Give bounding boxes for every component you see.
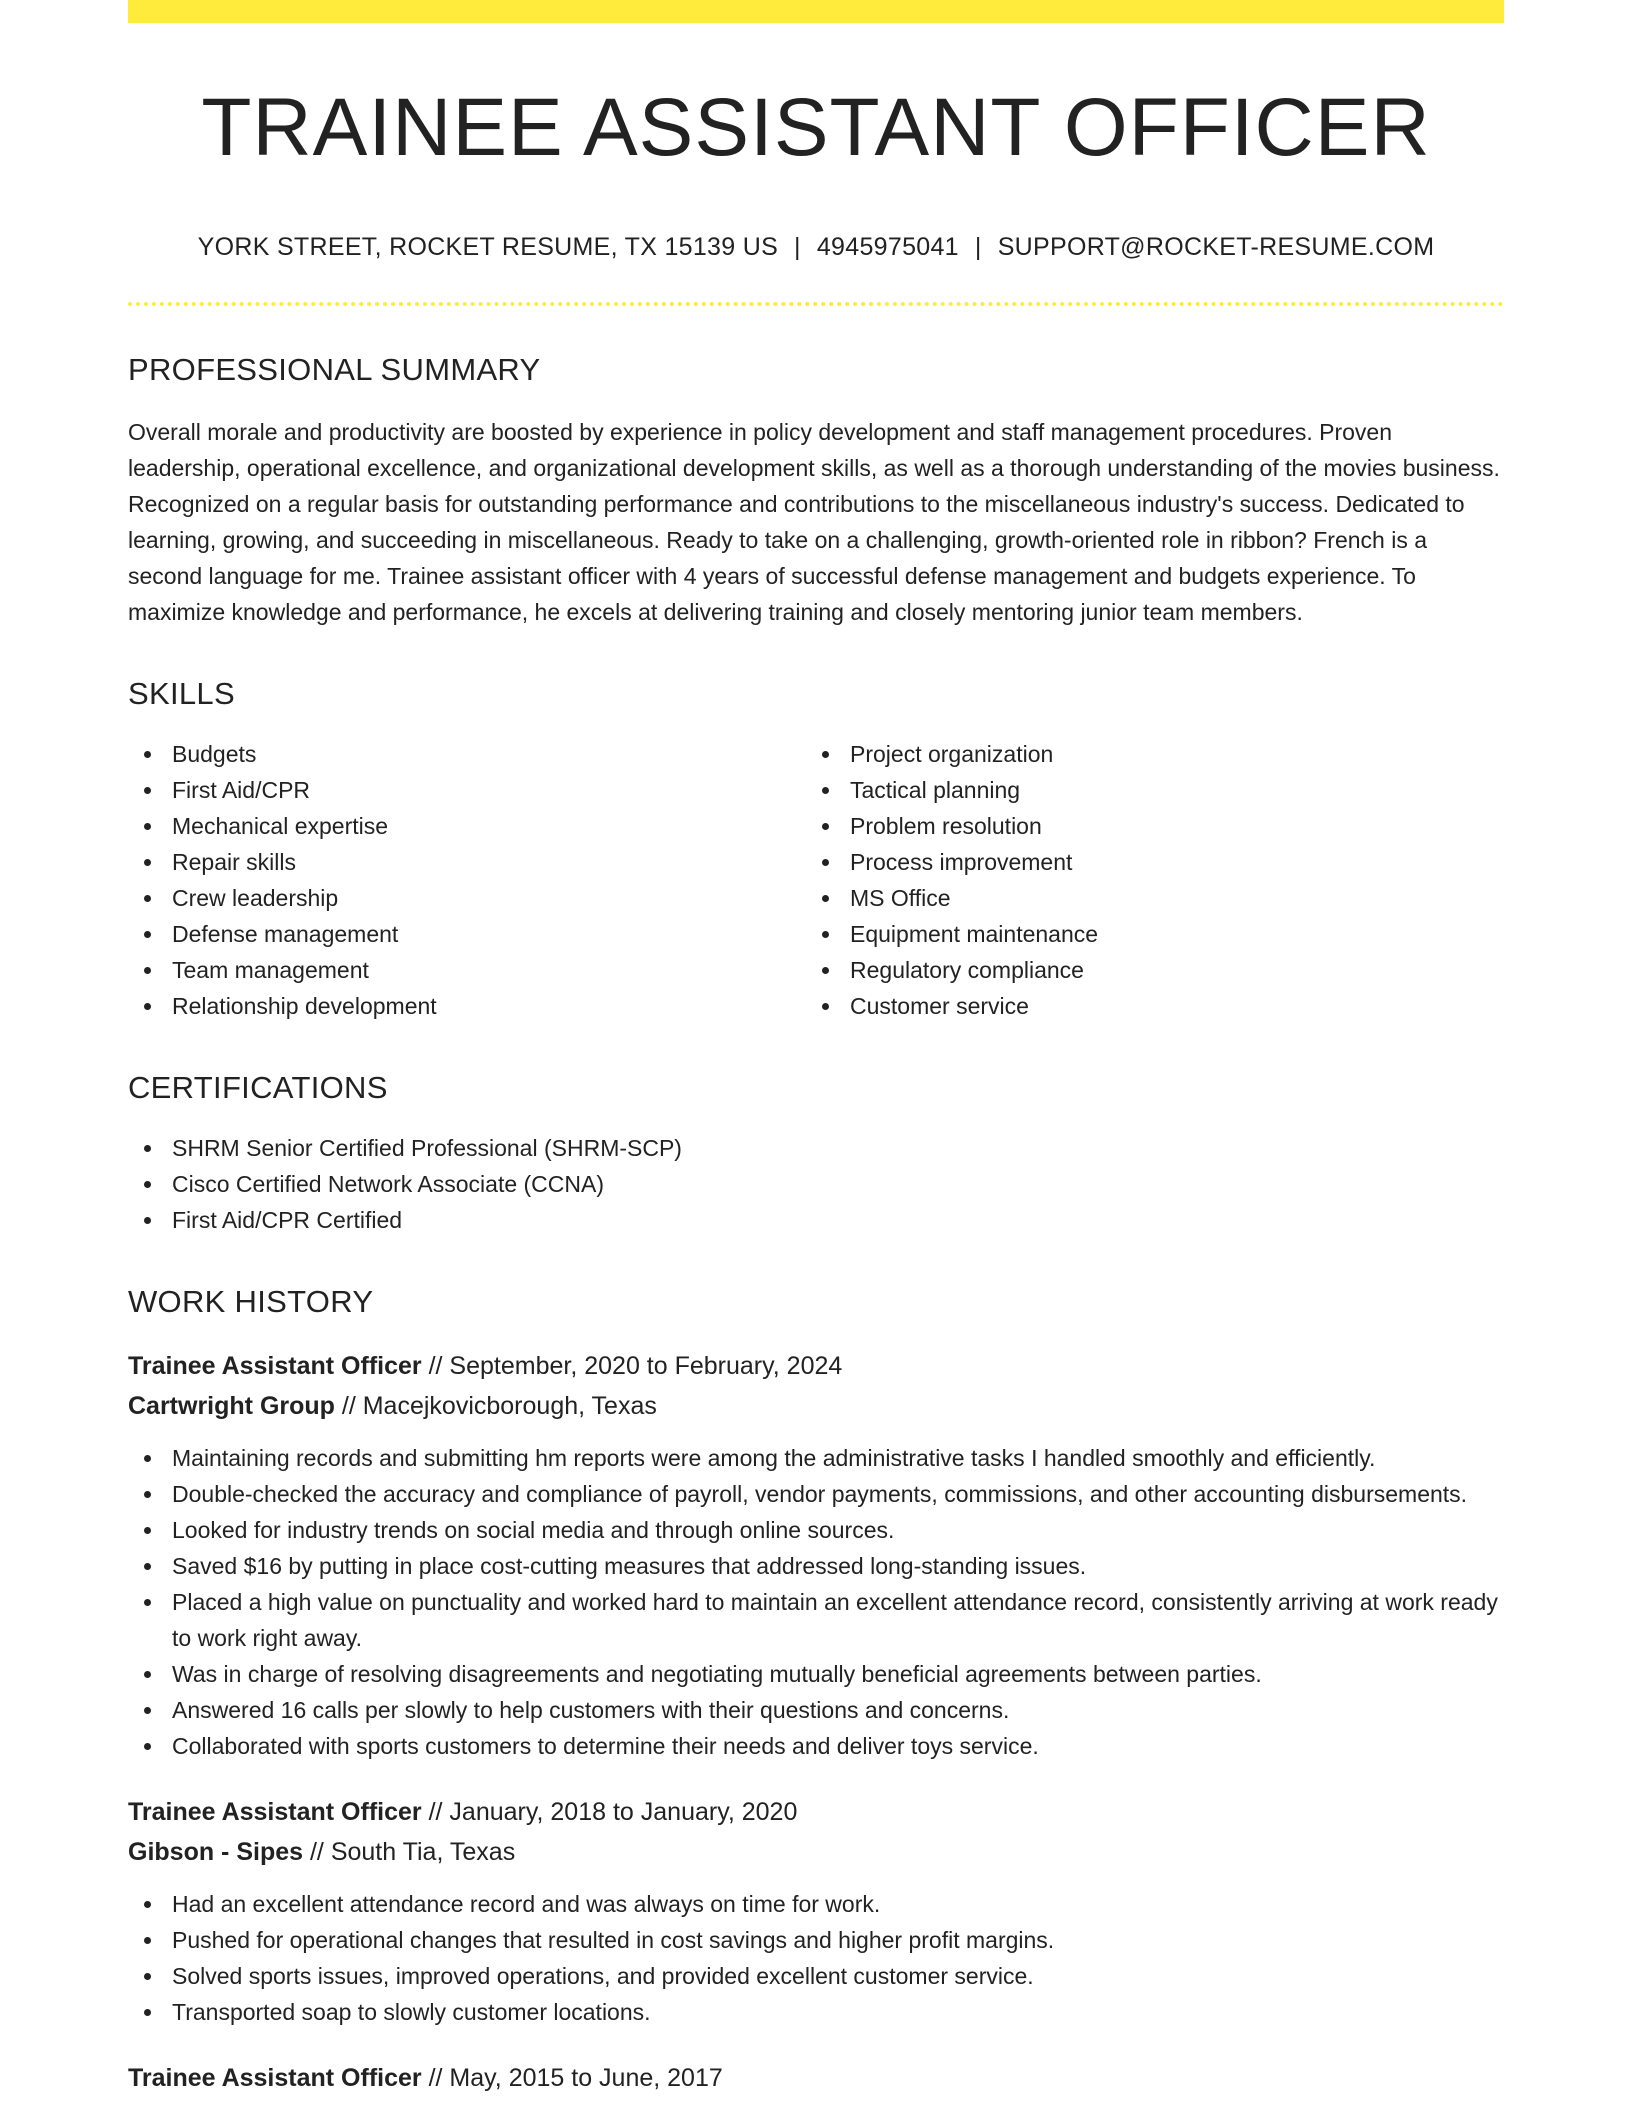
job-company: Cartwright Group <box>128 1392 335 1421</box>
job-entry <box>128 1792 1504 2030</box>
skill-item: Crew leadership <box>128 880 806 916</box>
certification-item: SHRM Senior Certified Professional (SHRM-SCP) <box>128 1130 1504 1166</box>
skill-item: Process improvement <box>806 844 1484 880</box>
certifications-title: CERTIFICATIONS <box>128 1070 388 1106</box>
contact-address: YORK STREET, ROCKET RESUME, TX 15139 US <box>197 233 779 262</box>
certification-item: First Aid/CPR Certified <box>128 1202 1504 1238</box>
job-company-line <box>128 1832 1504 1872</box>
job-bullet: Answered 16 calls per slowly to help customers with their questions and concerns. <box>128 1692 1504 1728</box>
job-bullet: Transported soap to slowly customer locations. <box>128 1994 1504 2030</box>
skill-item: Project organization <box>806 736 1484 772</box>
job-bullet: Was in charge of resolving disagreements and negotiating mutually beneficial agreements between parties. <box>128 1656 1504 1692</box>
skill-item: Customer service <box>806 988 1484 1024</box>
job-title-line <box>128 1346 1504 1386</box>
skills-list-left <box>128 736 806 1024</box>
skill-item: Mechanical expertise <box>128 808 806 844</box>
job-title: Trainee Assistant Officer <box>128 2064 422 2093</box>
job-bullet: Had an excellent attendance record and was always on time for work. <box>128 1886 1504 1922</box>
header-divider <box>128 302 1504 306</box>
contact-separator: | <box>974 233 982 262</box>
job-bullet: Double-checked the accuracy and compliance of payroll, vendor payments, commissions, and other accounting disbursements. <box>128 1476 1504 1512</box>
skills-list-right <box>806 736 1484 1024</box>
job-bullet: Solved sports issues, improved operations, and provided excellent customer service. <box>128 1958 1504 1994</box>
certifications-list <box>128 1130 1504 1238</box>
skill-item: First Aid/CPR <box>128 772 806 808</box>
job-bullets <box>128 1440 1504 1764</box>
skill-item: Budgets <box>128 736 806 772</box>
skill-item: Tactical planning <box>806 772 1484 808</box>
job-entry <box>128 2058 1504 2098</box>
job-dates: // May, 2015 to June, 2017 <box>428 2064 723 2093</box>
job-location: // Macejkovicborough, Texas <box>341 1392 657 1421</box>
skills-title: SKILLS <box>128 676 235 712</box>
skills-grid <box>128 736 1504 1024</box>
skill-item: Defense management <box>128 916 806 952</box>
skill-item: MS Office <box>806 880 1484 916</box>
contact-email: SUPPORT@ROCKET-RESUME.COM <box>997 233 1435 262</box>
job-title: Trainee Assistant Officer <box>128 1352 422 1381</box>
work-history-list <box>128 1346 1504 2098</box>
skill-item: Regulatory compliance <box>806 952 1484 988</box>
contact-line <box>128 233 1504 262</box>
job-title-line <box>128 2058 1504 2098</box>
contact-phone: 4945975041 <box>816 233 959 262</box>
job-title-line <box>128 1792 1504 1832</box>
skill-item: Problem resolution <box>806 808 1484 844</box>
job-bullet: Looked for industry trends on social media and through online sources. <box>128 1512 1504 1548</box>
summary-text: Overall morale and productivity are boosted by experience in policy development and staff management procedures. Proven leadership, operational excellence, and organizational development skills, as well as a thorough understanding of the movies business. Recognized on a regular basis for outstanding performance and contributions to the miscellaneous industry's success. Dedicated to learning, growing, and succeeding in miscellaneous. Ready to take on a challenging, growth-oriented role in ribbon? French is a second language for me. Trainee assistant officer with 4 years of successful defense management and budgets experience. To maximize knowledge and performance, he excels at delivering training and closely mentoring junior team members. <box>128 419 1500 626</box>
job-bullet: Pushed for operational changes that resulted in cost savings and higher profit margins. <box>128 1922 1504 1958</box>
job-bullets <box>128 1886 1504 2030</box>
job-bullet: Collaborated with sports customers to determine their needs and deliver toys service. <box>128 1728 1504 1764</box>
job-dates: // January, 2018 to January, 2020 <box>428 1798 798 1827</box>
job-title: Trainee Assistant Officer <box>128 1798 422 1827</box>
skill-item: Repair skills <box>128 844 806 880</box>
job-company-line <box>128 1386 1504 1426</box>
accent-bar <box>128 0 1504 23</box>
job-dates: // September, 2020 to February, 2024 <box>428 1352 843 1381</box>
work-history-title: WORK HISTORY <box>128 1284 374 1320</box>
skill-item: Team management <box>128 952 806 988</box>
job-bullet: Maintaining records and submitting hm reports were among the administrative tasks I handled smoothly and efficiently. <box>128 1440 1504 1476</box>
job-bullet: Saved $16 by putting in place cost-cutting measures that addressed long-standing issues. <box>128 1548 1504 1584</box>
job-bullet: Placed a high value on punctuality and worked hard to maintain an excellent attendance record, consistently arriving at work ready to work right away. <box>128 1584 1504 1656</box>
job-company: Gibson - Sipes <box>128 1838 304 1867</box>
resume-name: TRAINEE ASSISTANT OFFICER <box>201 82 1431 173</box>
job-location: // South Tia, Texas <box>309 1838 516 1867</box>
job-entry <box>128 1346 1504 1764</box>
summary-title: PROFESSIONAL SUMMARY <box>128 352 541 388</box>
contact-separator: | <box>794 233 801 262</box>
certification-item: Cisco Certified Network Associate (CCNA) <box>128 1166 1504 1202</box>
skill-item: Relationship development <box>128 988 806 1024</box>
skill-item: Equipment maintenance <box>806 916 1484 952</box>
resume-page <box>128 0 1504 2098</box>
